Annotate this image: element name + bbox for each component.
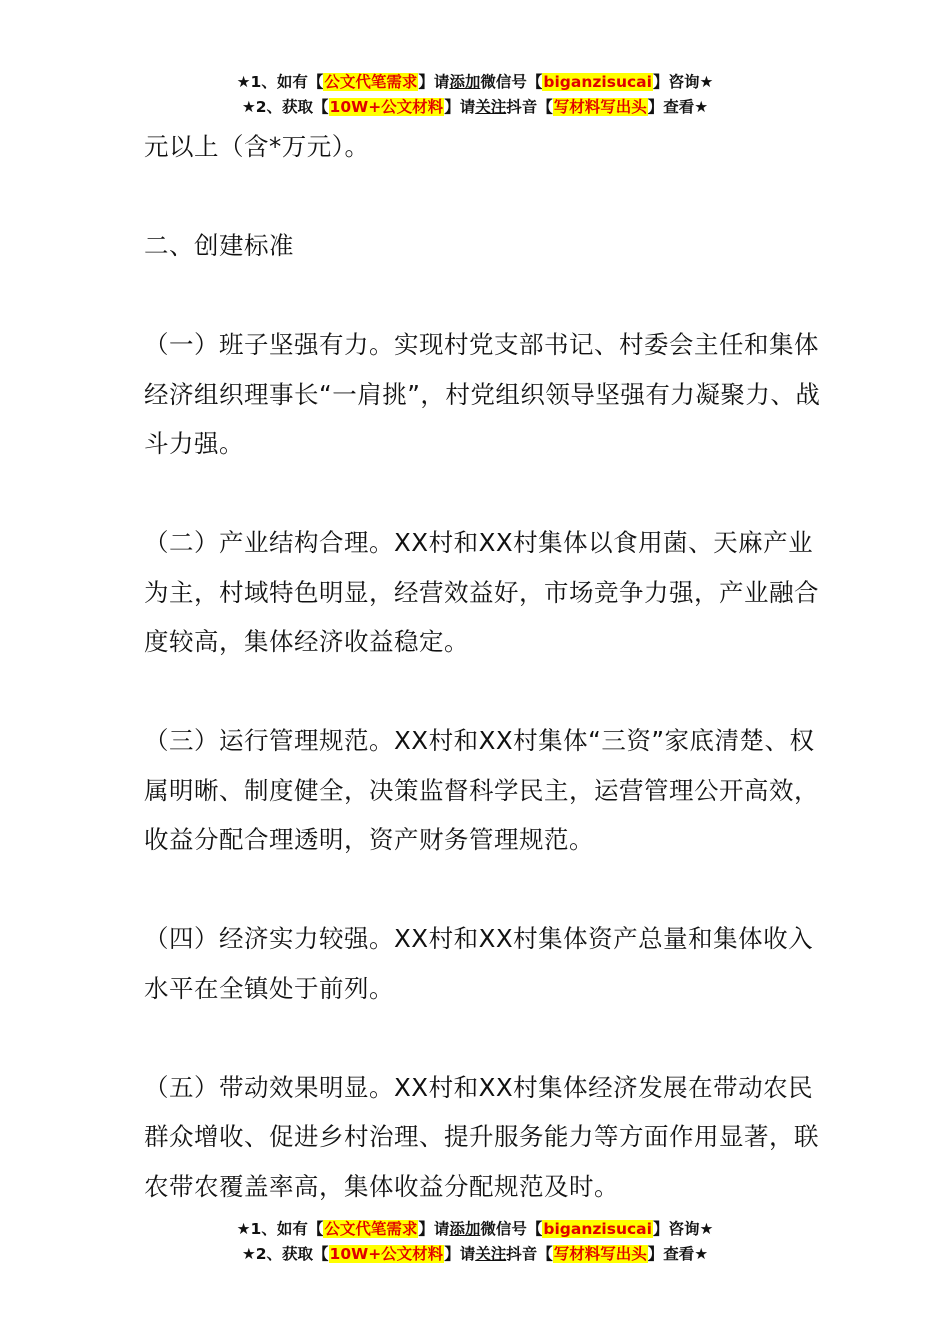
standard-item-4: （四）经济实力较强。XX村和XX村集体资产总量和集体收入水平在全镇处于前列。 — [144, 924, 814, 1003]
highlight-douyin: 写材料写出头 — [553, 98, 647, 116]
banner-text: ★2、获取【 — [241, 1245, 329, 1263]
intro-line: 元以上（含*万元）。 — [144, 132, 370, 161]
highlight-materials: 10W+公文材料 — [329, 1245, 444, 1263]
emphasis-add: 添加 — [449, 73, 481, 91]
emphasis-add: 添加 — [449, 1220, 481, 1238]
emphasis-follow: 关注 — [475, 1245, 507, 1263]
top-banner — [0, 70, 950, 120]
banner-text: 抖音【 — [506, 1245, 553, 1263]
highlight-douyin: 写材料写出头 — [553, 1245, 647, 1263]
banner-text: 】咨询★ — [652, 1220, 714, 1238]
banner-line-2 — [0, 1242, 950, 1267]
highlight-service: 公文代笔需求 — [324, 1220, 418, 1238]
emphasis-follow: 关注 — [475, 98, 507, 116]
standard-item-5: （五）带动效果明显。XX村和XX村集体经济发展在带动农民群众增收、促进乡村治理、提升服务能力等方面作用显著，联农带农覆盖率高，集体收益分配规范及时。 — [144, 1072, 819, 1201]
banner-text: ★1、如有【 — [236, 73, 324, 91]
highlight-materials: 10W+公文材料 — [329, 98, 444, 116]
banner-text: 微信号【 — [480, 73, 543, 91]
banner-text: ★2、获取【 — [241, 98, 329, 116]
banner-text: 微信号【 — [480, 1220, 543, 1238]
standard-item-3: （三）运行管理规范。XX村和XX村集体“三资”家底清楚、权属明晰、制度健全，决策监督科学民主，运营管理公开高效，收益分配合理透明，资产财务管理规范。 — [144, 726, 819, 854]
banner-text: 】请 — [418, 1220, 450, 1238]
standard-item-2: （二）产业结构合理。XX村和XX村集体以食用菌、天麻产业为主，村域特色明显，经营效益好，市场竞争力强，产业融合度较高，集体经济收益稳定。 — [144, 528, 819, 656]
standard-item-1: （一）班子坚强有力。实现村党支部书记、村委会主任和集体经济组织理事长“一肩挑”，村党组织领导坚强有力凝聚力、战斗力强。 — [144, 330, 821, 458]
banner-text: 】请 — [444, 98, 476, 116]
banner-line-2 — [0, 95, 950, 120]
highlight-wechat-id: biganzisucai — [543, 73, 652, 91]
banner-text: 】请 — [418, 73, 450, 91]
banner-text: 抖音【 — [506, 98, 553, 116]
document-body — [144, 122, 824, 1261]
bottom-banner — [0, 1217, 950, 1267]
banner-text: 】查看★ — [647, 1245, 709, 1263]
banner-text: 】请 — [444, 1245, 476, 1263]
section-heading: 二、创建标准 — [144, 231, 294, 260]
banner-text: 】咨询★ — [652, 73, 714, 91]
highlight-service: 公文代笔需求 — [324, 73, 418, 91]
banner-text: 】查看★ — [647, 98, 709, 116]
banner-line-1 — [0, 1217, 950, 1242]
highlight-wechat-id: biganzisucai — [543, 1220, 652, 1238]
banner-text: ★1、如有【 — [236, 1220, 324, 1238]
banner-line-1 — [0, 70, 950, 95]
